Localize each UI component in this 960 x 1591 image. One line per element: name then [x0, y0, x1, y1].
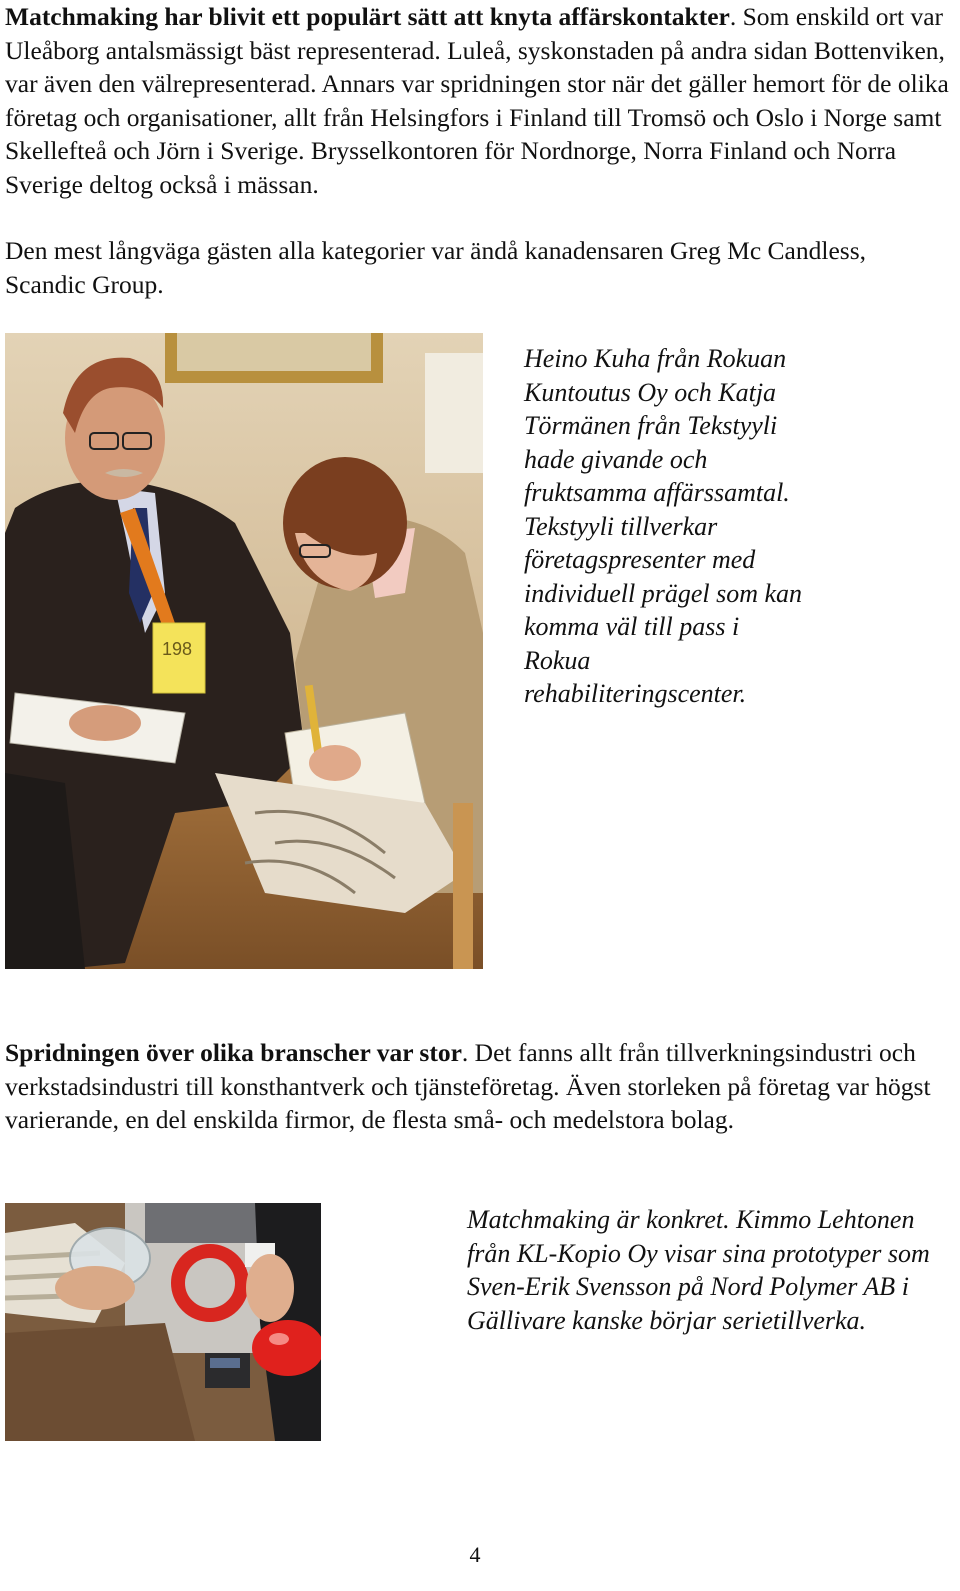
- badge-number: 198: [162, 639, 193, 659]
- guest-paragraph: Den mest långväga gästen alla kategorier var ändå kanadensaren Greg Mc Candless, Scandic Group.: [5, 236, 866, 299]
- industries-paragraph-body: . Det fanns allt från tillverkningsindustri och verkstadsindustri till konsthantverk och tjänsteföretag. Även storleken på företag var högst varierande, en del enskilda firmor, de flesta små- och medelstora bolag.: [5, 1038, 931, 1134]
- intro-paragraph-lead: Matchmaking har blivit ett populärt sätt att knyta affärskontakter: [5, 2, 730, 31]
- meeting-photo: [5, 333, 483, 969]
- meeting-photo-caption: Heino Kuha från Rokuan Kuntoutus Oy och Katja Törmänen från Tekstyyli hade givande och fruktsamma affärssamtal. Tekstyyli tillverkar företagspresenter med individuell prägel som kan komma väl till pass i Rokua rehabiliteringscenter.: [524, 344, 803, 708]
- page-number: 4: [469, 1542, 481, 1567]
- intro-paragraph-body: . Som enskild ort var Uleåborg antalsmässigt bäst representerad. Luleå, syskonstaden på andra sidan Bottenviken, var även den välrepresenterad. Annars var spridningen stor när det gäller hemort för de olika företag och organisationer, allt från Helsingfors i Finland till Tromsö och Oslo i Norge samt Skellefteå och Jörn i Sverige. Brysselkontoren för Nordnorge, Norra Finland och Norra Sverige deltog också i mässan.: [5, 2, 949, 199]
- industries-paragraph-lead: Spridningen över olika branscher var stor: [5, 1038, 462, 1067]
- industries-paragraph: [5, 1036, 950, 1137]
- prototype-photo-caption: Matchmaking är konkret. Kimmo Lehtonen från KL-Kopio Oy visar sina prototyper som Sven-Erik Svensson på Nord Polymer AB i Gällivare kanske börjar serietillverka.: [467, 1205, 930, 1335]
- intro-paragraph: [5, 0, 950, 201]
- prototype-photo: [5, 1203, 321, 1441]
